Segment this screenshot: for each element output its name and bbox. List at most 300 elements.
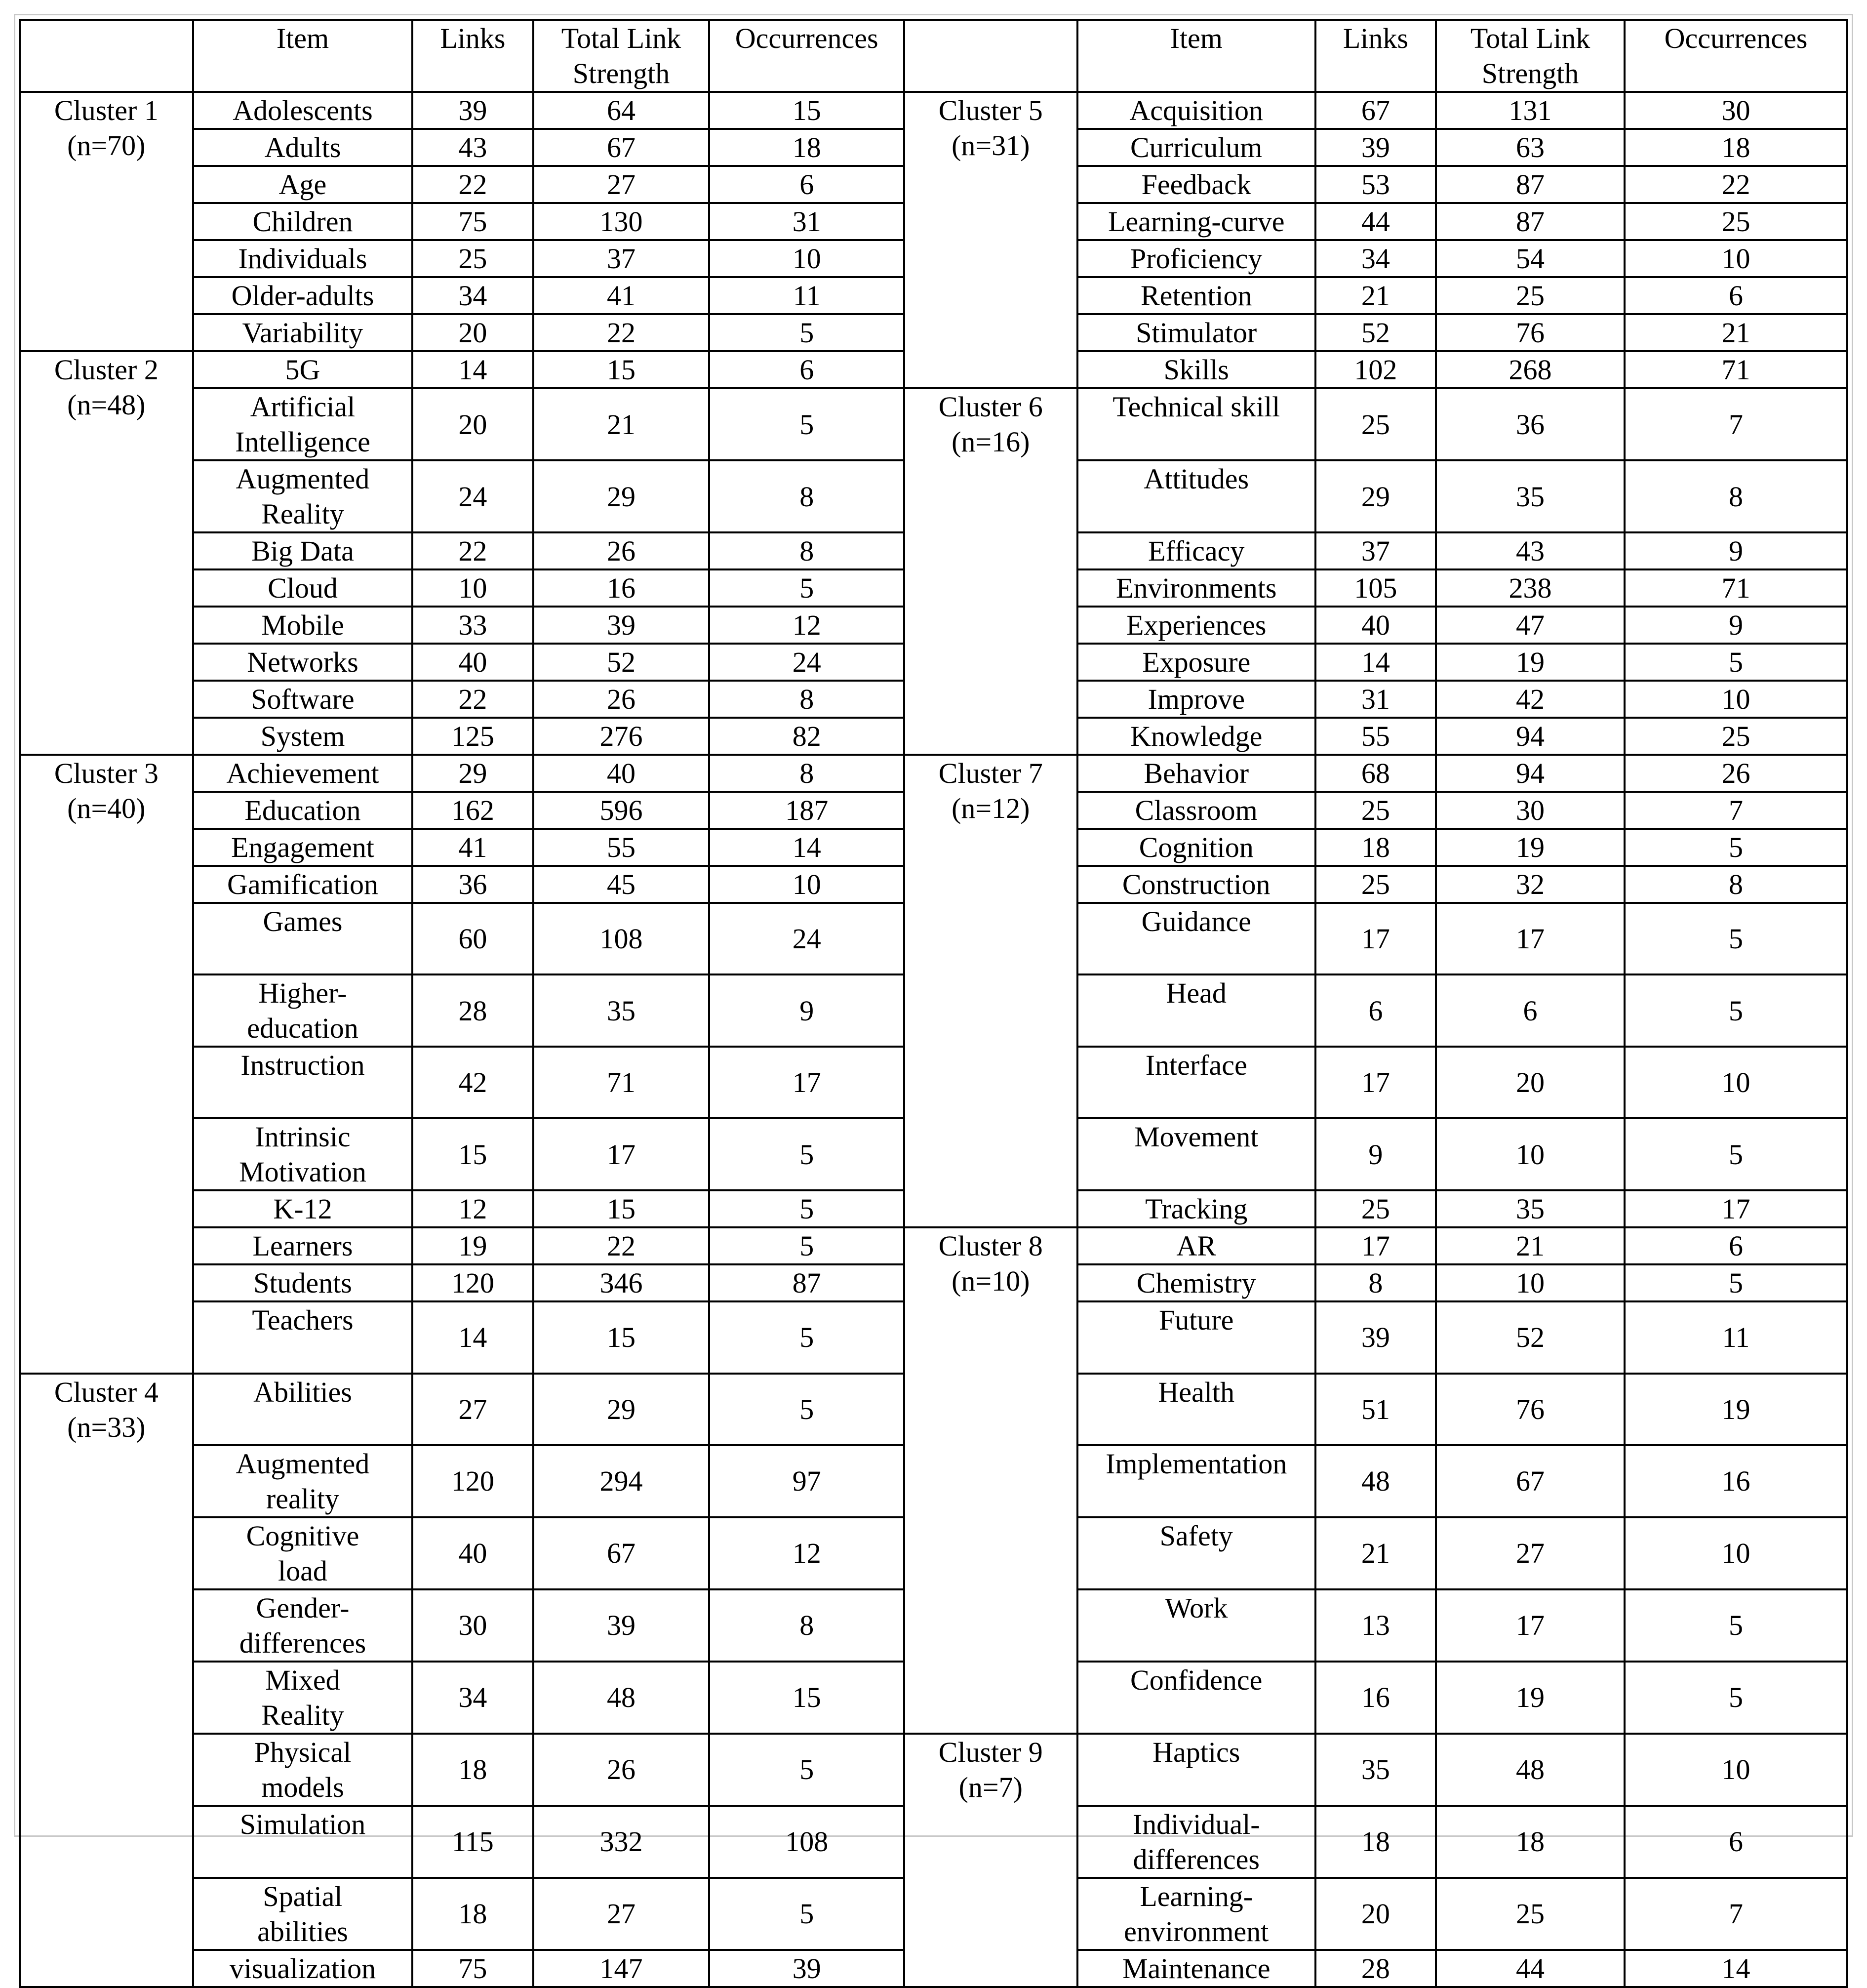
links-cell: 22 [412,532,533,569]
occurrences-cell: 25 [1625,718,1847,755]
total-link-strength-cell: 15 [533,1301,710,1373]
total-link-strength-cell: 276 [533,718,710,755]
occurrences-cell: 6 [1625,1227,1847,1264]
text-line: Technical skill [1112,391,1280,423]
cluster-count: (n=12) [952,792,1030,824]
text-line: Students [253,1267,352,1299]
text-line: models [261,1771,344,1803]
links-cell: 37 [1315,532,1436,569]
occurrences-cell: 8 [709,681,904,718]
occurrences-cell: 17 [1625,1190,1847,1227]
total-link-strength-cell: 17 [1436,903,1625,974]
occurrences-cell: 5 [1625,1118,1847,1190]
links-cell: 13 [1315,1589,1436,1662]
item-cell [193,1878,413,1950]
occurrences-cell: 6 [709,351,904,388]
total-link-strength-cell: 22 [533,314,710,351]
total-link-strength-cell: 39 [533,1589,710,1662]
links-cell: 40 [1315,607,1436,644]
links-cell: 19 [412,1227,533,1264]
text-line: Big Data [251,535,354,567]
text-line: Construction [1122,868,1271,900]
occurrences-cell: 6 [709,166,904,203]
links-cell: 42 [412,1047,533,1118]
occurrences-cell: 97 [709,1445,904,1517]
header-left-0 [20,20,193,92]
occurrences-cell: 10 [1625,1047,1847,1118]
links-cell: 33 [412,607,533,644]
text-line: Efficacy [1148,535,1245,567]
links-cell: 120 [412,1264,533,1301]
occurrences-cell: 8 [1625,866,1847,903]
text-line: 5G [285,354,320,386]
text-line: K-12 [273,1193,332,1225]
total-link-strength-cell: 26 [533,1734,710,1806]
item-cell [1077,1517,1315,1589]
occurrences-cell: 5 [709,1878,904,1950]
item-cell [1077,569,1315,607]
text-line: Total Link [561,22,681,54]
item-cell [1077,388,1315,460]
text-line: Reality [261,1699,344,1731]
text-line: Individual- [1132,1808,1260,1840]
item-cell [193,314,413,351]
item-cell [1077,1445,1315,1517]
links-cell: 24 [412,460,533,532]
item-cell [1077,203,1315,240]
total-link-strength-cell: 42 [1436,681,1625,718]
item-cell [193,1445,413,1517]
links-cell: 20 [412,314,533,351]
occurrences-cell: 11 [709,277,904,314]
total-link-strength-cell: 40 [533,755,710,792]
occurrences-cell: 5 [1625,1589,1847,1662]
item-cell [193,903,413,974]
item-cell [193,1662,413,1734]
text-line: Implementation [1106,1447,1287,1480]
total-link-strength-cell: 43 [1436,532,1625,569]
cluster-label [904,1227,1077,1733]
item-cell [193,1806,413,1878]
occurrences-cell: 82 [709,718,904,755]
occurrences-cell: 5 [709,314,904,351]
occurrences-cell: 71 [1625,351,1847,388]
occurrences-cell: 8 [709,755,904,792]
table-row [20,388,1847,460]
total-link-strength-cell: 39 [533,607,710,644]
links-cell: 28 [412,974,533,1047]
item-cell [193,1950,413,1987]
links-cell: 18 [412,1734,533,1806]
item-cell [1077,1878,1315,1950]
total-link-strength-cell: 294 [533,1445,710,1517]
item-cell [1077,92,1315,129]
text-line: Adolescents [233,94,373,126]
occurrences-cell: 7 [1625,388,1847,460]
item-cell [193,1264,413,1301]
cluster-name: Cluster 1 [54,94,159,126]
total-link-strength-cell: 32 [1436,866,1625,903]
cluster-count: (n=31) [952,129,1030,162]
text-line: Physical [254,1736,352,1768]
item-cell [193,1227,413,1264]
text-line: education [247,1012,358,1045]
total-link-strength-cell: 10 [1436,1264,1625,1301]
text-line: Instruction [240,1049,365,1082]
total-link-strength-cell: 26 [533,532,710,569]
text-line: Older-adults [231,280,374,312]
text-line: Attitudes [1144,463,1249,495]
item-cell [193,240,413,277]
total-link-strength-cell: 76 [1436,314,1625,351]
text-line: Maintenance [1122,1952,1271,1985]
item-cell [193,351,413,388]
item-cell [1077,1301,1315,1373]
text-line: Cognitive [246,1519,359,1552]
item-cell [1077,166,1315,203]
total-link-strength-cell: 268 [1436,351,1625,388]
occurrences-cell: 10 [709,866,904,903]
cluster-name: Cluster 8 [938,1230,1043,1262]
text-line: visualization [229,1952,376,1985]
occurrences-cell: 12 [709,607,904,644]
total-link-strength-cell: 48 [1436,1734,1625,1806]
links-cell: 25 [412,240,533,277]
occurrences-cell: 14 [1625,1950,1847,1987]
links-cell: 55 [1315,718,1436,755]
cluster-label [20,92,193,351]
text-line: Software [251,683,355,715]
item-cell [193,129,413,166]
occurrences-cell: 6 [1625,1806,1847,1878]
occurrences-cell: 9 [1625,607,1847,644]
occurrences-cell: 10 [1625,1517,1847,1589]
header-left-3 [533,20,710,92]
total-link-strength-cell: 18 [1436,1806,1625,1878]
occurrences-cell: 30 [1625,92,1847,129]
text-line: Teachers [252,1304,354,1337]
item-cell [193,718,413,755]
total-link-strength-cell: 27 [1436,1517,1625,1589]
table-row [20,755,1847,792]
total-link-strength-cell: 94 [1436,718,1625,755]
occurrences-cell: 5 [1625,903,1847,974]
item-cell [193,1301,413,1373]
cluster-table [19,19,1848,1988]
links-cell: 120 [412,1445,533,1517]
total-link-strength-cell: 67 [533,1517,710,1589]
links-cell: 16 [1315,1662,1436,1734]
item-cell [193,1734,413,1806]
links-cell: 162 [412,792,533,829]
item-cell [193,974,413,1047]
text-line: Strength [1481,57,1579,89]
occurrences-cell: 12 [709,1517,904,1589]
occurrences-cell: 18 [709,129,904,166]
total-link-strength-cell: 29 [533,1374,710,1445]
total-link-strength-cell: 332 [533,1806,710,1878]
total-link-strength-cell: 45 [533,866,710,903]
text-line: Head [1166,977,1227,1010]
item-cell [193,1118,413,1190]
occurrences-cell: 5 [1625,1264,1847,1301]
total-link-strength-cell: 63 [1436,129,1625,166]
total-link-strength-cell: 22 [533,1227,710,1264]
links-cell: 43 [412,129,533,166]
text-line: Cloud [268,572,338,604]
links-cell: 34 [1315,240,1436,277]
occurrences-cell: 108 [709,1806,904,1878]
text-line: Higher- [258,977,347,1010]
text-line: Gender- [256,1591,350,1624]
links-cell: 31 [1315,681,1436,718]
occurrences-cell: 24 [709,644,904,681]
item-cell [1077,1662,1315,1734]
text-line: Retention [1140,280,1252,312]
text-line: Adults [264,131,341,163]
total-link-strength-cell: 147 [533,1950,710,1987]
item-cell [193,203,413,240]
occurrences-cell: 17 [709,1047,904,1118]
cluster-name: Cluster 7 [938,757,1043,789]
item-cell [193,755,413,792]
text-line: Interface [1145,1049,1247,1082]
table-row [20,92,1847,129]
item-cell [193,1047,413,1118]
text-line: Tracking [1145,1193,1248,1225]
links-cell: 14 [412,351,533,388]
links-cell: 39 [412,92,533,129]
links-cell: 14 [412,1301,533,1373]
links-cell: 25 [1315,792,1436,829]
text-line: Feedback [1141,168,1251,201]
total-link-strength-cell: 55 [533,829,710,866]
links-cell: 52 [1315,314,1436,351]
text-line: Intrinsic [255,1121,351,1153]
item-cell [1077,1734,1315,1806]
occurrences-cell: 16 [1625,1445,1847,1517]
text-line: Chemistry [1136,1267,1256,1299]
links-cell: 9 [1315,1118,1436,1190]
total-link-strength-cell: 15 [533,351,710,388]
total-link-strength-cell: 64 [533,92,710,129]
links-cell: 18 [1315,1806,1436,1878]
item-cell [1077,1950,1315,1987]
occurrences-cell: 8 [709,532,904,569]
header-right-1: Item [1077,20,1315,92]
total-link-strength-cell: 25 [1436,277,1625,314]
occurrences-cell: 5 [1625,829,1847,866]
total-link-strength-cell: 131 [1436,92,1625,129]
total-link-strength-cell: 15 [533,1190,710,1227]
total-link-strength-cell: 35 [1436,460,1625,532]
item-cell [193,1374,413,1445]
item-cell [1077,829,1315,866]
links-cell: 44 [1315,203,1436,240]
links-cell: 17 [1315,1047,1436,1118]
item-cell [1077,532,1315,569]
links-cell: 20 [1315,1878,1436,1950]
cluster-label [20,351,193,755]
item-cell [1077,460,1315,532]
total-link-strength-cell: 19 [1436,644,1625,681]
links-cell: 75 [412,1950,533,1987]
item-cell [193,792,413,829]
links-cell: 41 [412,829,533,866]
total-link-strength-cell: 67 [1436,1445,1625,1517]
total-link-strength-cell: 36 [1436,388,1625,460]
text-line: Experiences [1126,609,1267,641]
item-cell [193,1517,413,1589]
total-link-strength-cell: 54 [1436,240,1625,277]
table-row [20,1227,1847,1264]
text-line: abilities [257,1915,348,1947]
links-cell: 48 [1315,1445,1436,1517]
header-row [20,20,1847,92]
text-line: Classroom [1135,794,1258,826]
text-line: Mixed [265,1663,340,1696]
cluster-label [904,92,1077,388]
links-cell: 15 [412,1118,533,1190]
text-line: Age [278,168,327,201]
total-link-strength-cell: 346 [533,1264,710,1301]
item-cell [193,166,413,203]
links-cell: 22 [412,166,533,203]
cluster-name: Cluster 2 [54,354,159,386]
text-line: Behavior [1144,757,1249,789]
links-cell: 40 [412,1517,533,1589]
text-line: Cognition [1139,831,1254,863]
links-cell: 8 [1315,1264,1436,1301]
occurrences-cell: 9 [709,974,904,1047]
occurrences-cell: 5 [709,1190,904,1227]
cluster-count: (n=16) [952,426,1030,458]
occurrences-cell: 187 [709,792,904,829]
item-cell [1077,607,1315,644]
text-line: Motivation [239,1156,366,1188]
item-cell [1077,974,1315,1047]
text-line: Artificial [250,391,356,423]
text-line: Safety [1159,1519,1233,1552]
text-line: Total Link [1470,22,1590,54]
item-cell [1077,351,1315,388]
occurrences-cell: 87 [709,1264,904,1301]
text-line: Gamification [227,868,378,900]
occurrences-cell: 21 [1625,314,1847,351]
total-link-strength-cell: 16 [533,569,710,607]
table-row [20,1734,1847,1806]
occurrences-cell: 5 [709,1301,904,1373]
text-line: System [260,720,345,752]
item-cell [193,460,413,532]
text-line: Intelligence [235,426,370,458]
total-link-strength-cell: 21 [533,388,710,460]
total-link-strength-cell: 30 [1436,792,1625,829]
item-cell [193,866,413,903]
links-cell: 17 [1315,903,1436,974]
occurrences-cell: 9 [1625,532,1847,569]
links-cell: 21 [1315,1517,1436,1589]
occurrences-cell: 39 [709,1950,904,1987]
text-line: Games [263,905,343,937]
text-line: Reality [261,498,344,530]
total-link-strength-cell: 26 [533,681,710,718]
text-line: Networks [247,646,358,678]
item-cell [1077,1589,1315,1662]
text-line: Knowledge [1130,720,1263,752]
text-line: Improve [1148,683,1245,715]
cluster-table-body [20,20,1847,1987]
occurrences-cell: 5 [1625,974,1847,1047]
occurrences-cell: 15 [709,1662,904,1734]
item-cell [1077,1806,1315,1878]
item-cell [193,569,413,607]
occurrences-cell: 8 [709,1589,904,1662]
total-link-strength-cell: 29 [533,460,710,532]
text-line: Engagement [231,831,374,863]
links-cell: 18 [412,1878,533,1950]
occurrences-cell: 31 [709,203,904,240]
text-line: Learning- [1140,1880,1253,1912]
text-line: Augmented [236,1447,370,1480]
text-line: Skills [1163,354,1229,386]
cluster-name: Cluster 5 [938,94,1043,126]
links-cell: 102 [1315,351,1436,388]
links-cell: 14 [1315,644,1436,681]
item-cell [1077,1118,1315,1190]
links-cell: 39 [1315,129,1436,166]
links-cell: 53 [1315,166,1436,203]
cluster-count: (n=33) [67,1411,146,1443]
header-left-1: Item [193,20,413,92]
text-line: reality [266,1482,340,1515]
text-line: Mobile [261,609,344,641]
total-link-strength-cell: 10 [1436,1118,1625,1190]
text-line: Learning-curve [1108,205,1285,238]
total-link-strength-cell: 130 [533,203,710,240]
item-cell [193,1589,413,1662]
links-cell: 34 [412,277,533,314]
cluster-name: Cluster 3 [54,757,159,789]
text-line: Confidence [1130,1663,1263,1696]
total-link-strength-cell: 41 [533,277,710,314]
total-link-strength-cell: 25 [1436,1878,1625,1950]
occurrences-cell: 10 [709,240,904,277]
cluster-count: (n=48) [67,389,146,421]
total-link-strength-cell: 17 [1436,1589,1625,1662]
total-link-strength-cell: 67 [533,129,710,166]
links-cell: 68 [1315,755,1436,792]
text-line: differences [239,1626,366,1659]
total-link-strength-cell: 27 [533,166,710,203]
item-cell [1077,755,1315,792]
item-cell [193,388,413,460]
links-cell: 25 [1315,866,1436,903]
total-link-strength-cell: 52 [1436,1301,1625,1373]
occurrences-cell: 8 [709,460,904,532]
total-link-strength-cell: 35 [1436,1190,1625,1227]
links-cell: 75 [412,203,533,240]
links-cell: 20 [412,388,533,460]
total-link-strength-cell: 19 [1436,1662,1625,1734]
total-link-strength-cell: 48 [533,1662,710,1734]
text-line: Children [252,205,353,238]
text-line: Environments [1116,572,1277,604]
text-line: environment [1124,1915,1269,1947]
total-link-strength-cell: 47 [1436,607,1625,644]
text-line: Movement [1134,1121,1259,1153]
text-line: Acquisition [1129,94,1264,126]
